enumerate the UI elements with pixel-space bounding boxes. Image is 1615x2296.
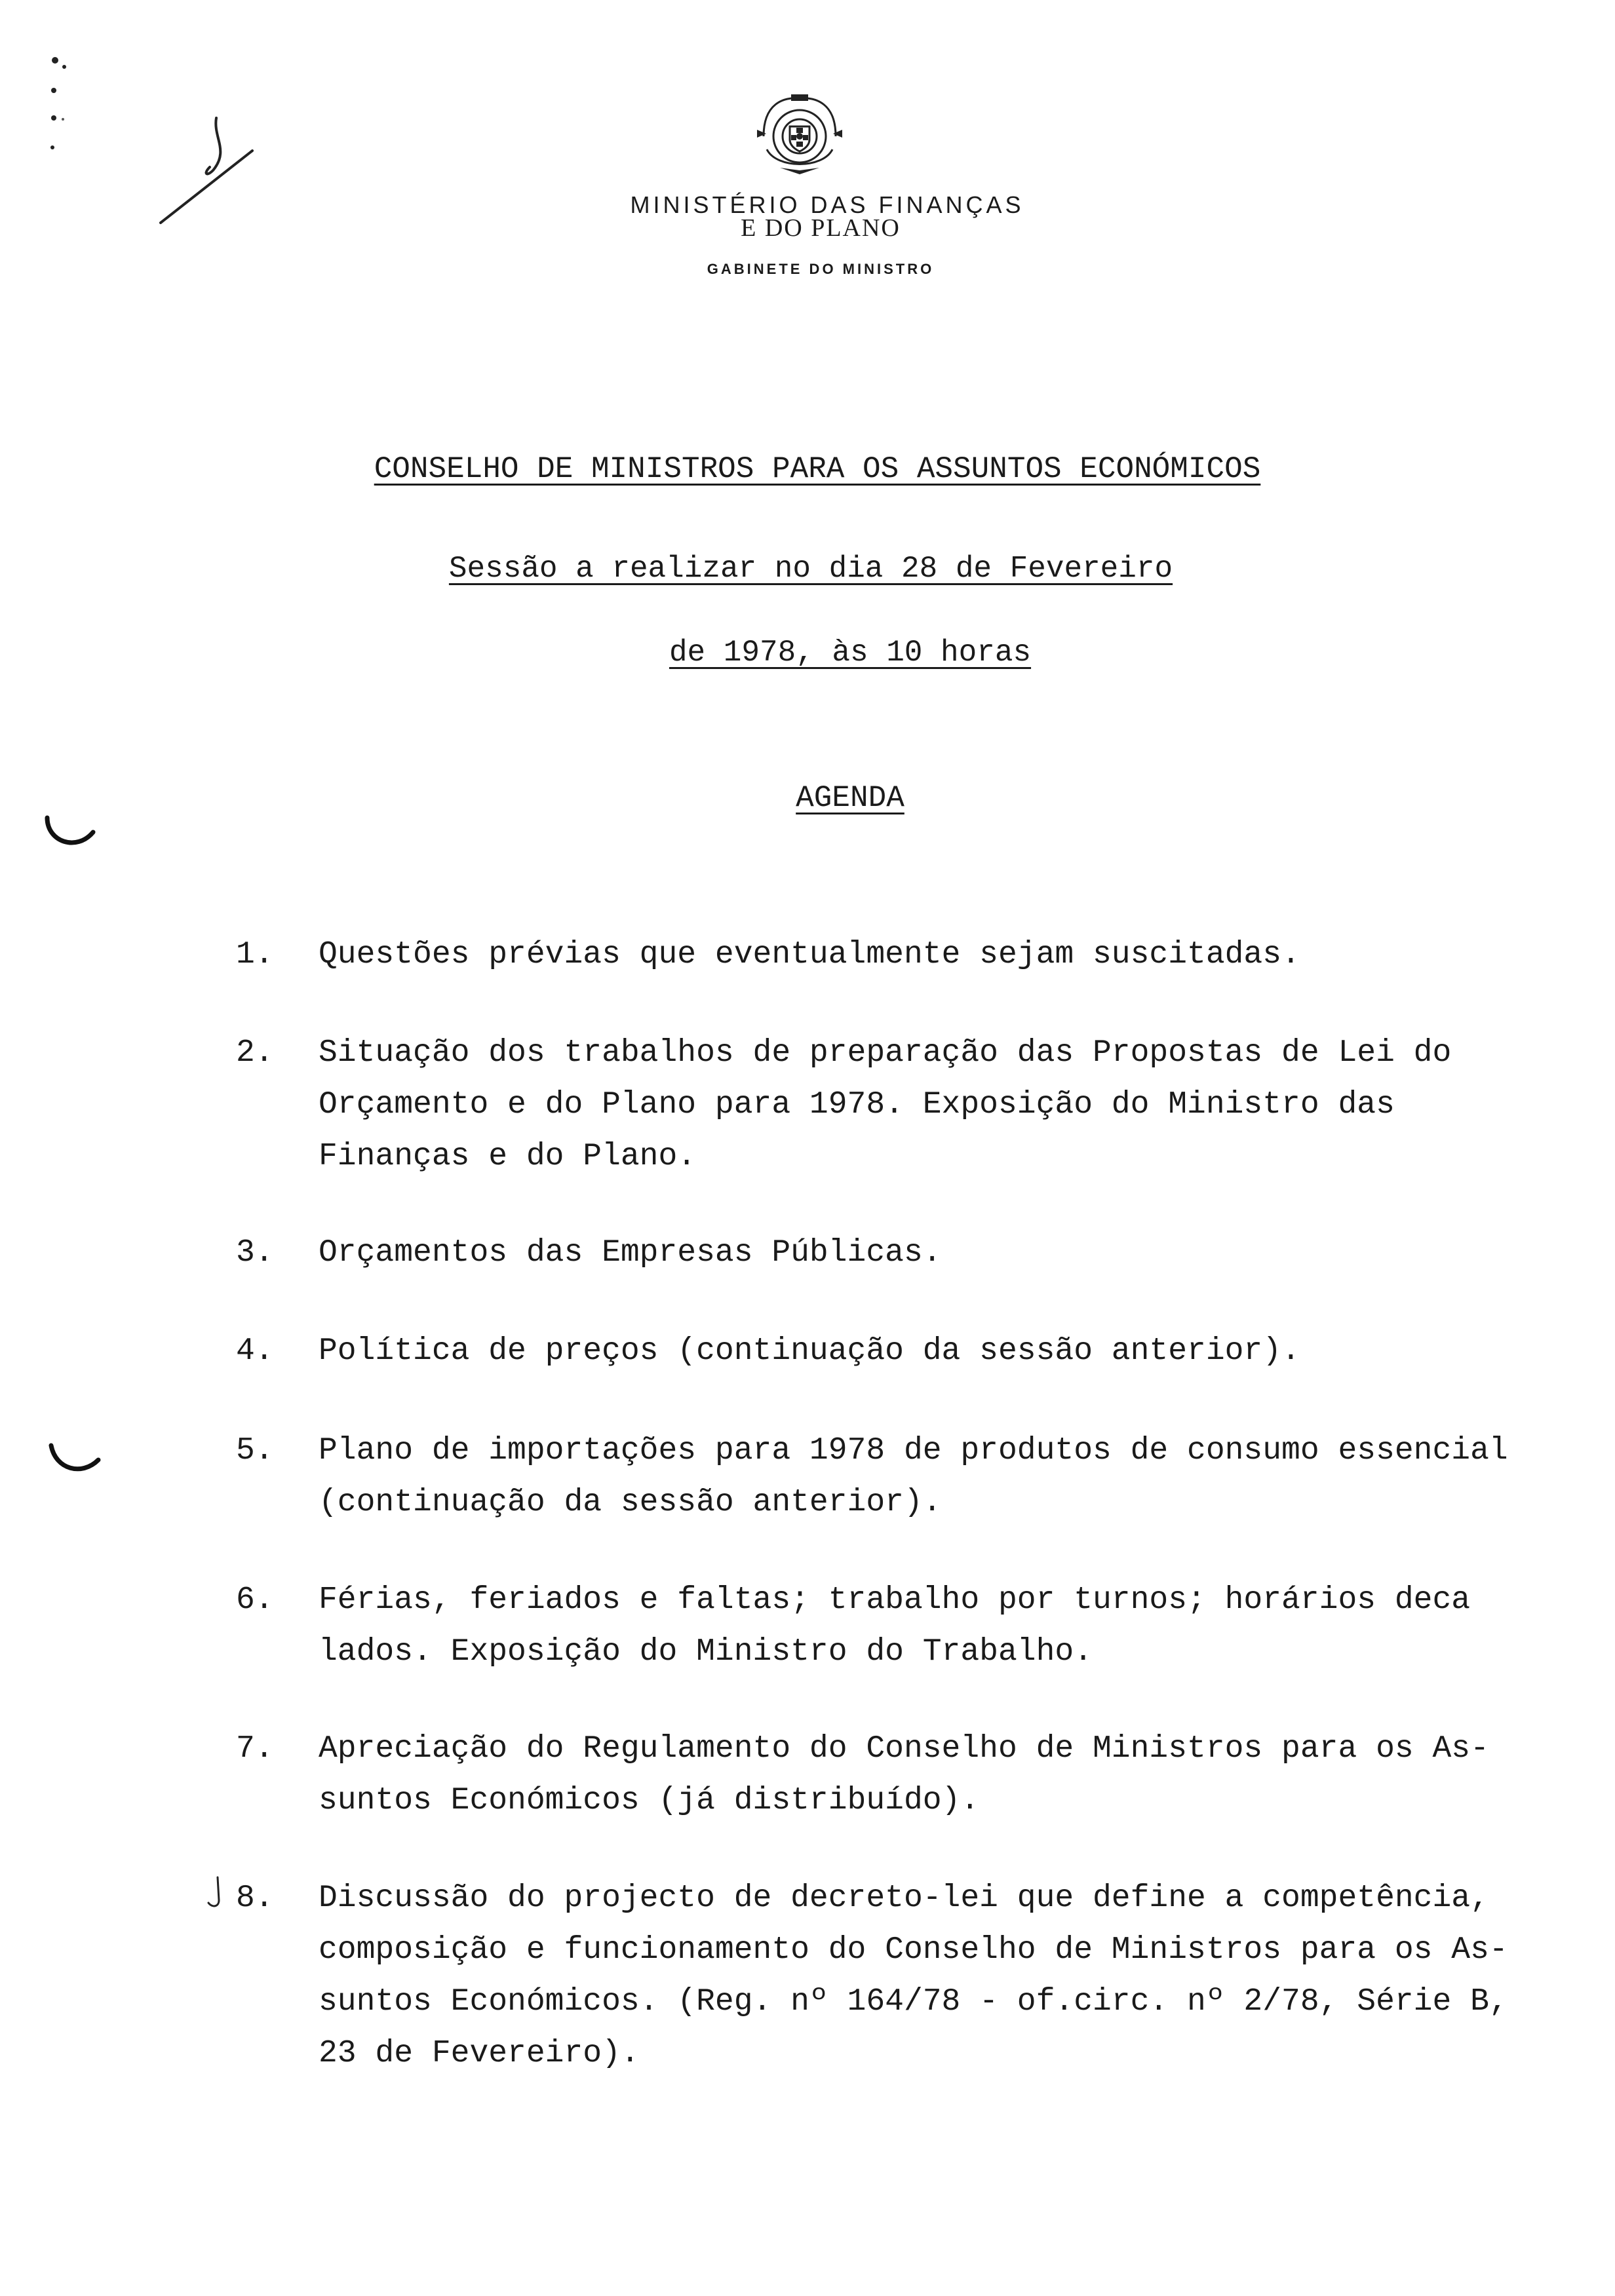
agenda-item-number: 6. bbox=[236, 1582, 274, 1618]
session-heading-line1 bbox=[0, 552, 1615, 586]
ministry-name-line2: E DO PLANO bbox=[741, 214, 901, 242]
agenda-item-text: Férias, feriados e faltas; trabalho por turnos; horários deca lados. Exposição do Ministro do Trabalho. bbox=[319, 1582, 1471, 1670]
agenda-item bbox=[236, 1873, 1560, 2080]
agenda-item bbox=[236, 1326, 1560, 1377]
agenda-heading bbox=[0, 781, 1615, 815]
agenda-item-number: 1. bbox=[236, 937, 274, 972]
agenda-item-text: Apreciação do Regulamento do Conselho de Ministros para os As- suntos Económicos (já distribuído). bbox=[319, 1731, 1489, 1818]
session-heading-line2-text: de 1978, às 10 horas bbox=[669, 636, 1032, 670]
agenda-item-number: 2. bbox=[236, 1035, 274, 1071]
session-heading-line1-text: Sessão a realizar no dia 28 de Fevereiro bbox=[448, 552, 1173, 586]
council-heading-text: CONSELHO DE MINISTROS PARA OS ASSUNTOS ECONÓMICOS bbox=[374, 452, 1261, 486]
agenda-item-number: 8. bbox=[236, 1881, 274, 1916]
agenda-item-number: 7. bbox=[236, 1731, 274, 1767]
margin-tick-mark bbox=[203, 1874, 229, 1913]
agenda-item-text: Discussão do projecto de decreto-lei que define a competência, composição e funcionamento do Conselho de Ministros para os As- suntos Económicos. (Reg. nº 164/78 - of.circ. nº 2/78, Série B, 23 de Fevereiro). bbox=[319, 1881, 1508, 2071]
margin-check-mark bbox=[41, 813, 100, 852]
ministry-name: MINISTÉRIO DAS FINANÇAS bbox=[630, 191, 1024, 218]
margin-dots-mark bbox=[46, 52, 79, 164]
agenda-item-number: 4. bbox=[236, 1333, 274, 1369]
agenda-item bbox=[236, 1027, 1560, 1183]
agenda-item-number: 5. bbox=[236, 1433, 274, 1468]
agenda-item-text: Questões prévias que eventualmente sejam suscitadas. bbox=[319, 937, 1300, 972]
margin-check-mark bbox=[46, 1440, 105, 1480]
agenda-item bbox=[236, 1575, 1560, 1678]
agenda-item-text: Orçamentos das Empresas Públicas. bbox=[319, 1235, 942, 1271]
session-heading-line2 bbox=[0, 636, 1615, 670]
portugal-coat-of-arms-icon bbox=[750, 90, 849, 179]
agenda-heading-text: AGENDA bbox=[796, 781, 905, 815]
council-heading bbox=[0, 452, 1615, 486]
agenda-item-text: Situação dos trabalhos de preparação das Propostas de Lei do Orçamento e do Plano para 1978. Exposição do Ministro das Finanças e do Plano. bbox=[319, 1035, 1452, 1174]
agenda-item bbox=[236, 929, 1560, 981]
agenda-item-text: Política de preços (continuação da sessão anterior). bbox=[319, 1333, 1300, 1369]
cabinet-label: GABINETE DO MINISTRO bbox=[707, 261, 935, 277]
agenda-item-text: Plano de importações para 1978 de produtos de consumo essencial (continuação da sessão anterior). bbox=[319, 1433, 1508, 1520]
agenda-item bbox=[236, 1425, 1560, 1529]
agenda-item bbox=[236, 1227, 1560, 1279]
agenda-item-number: 3. bbox=[236, 1235, 274, 1271]
agenda-item bbox=[236, 1723, 1560, 1827]
